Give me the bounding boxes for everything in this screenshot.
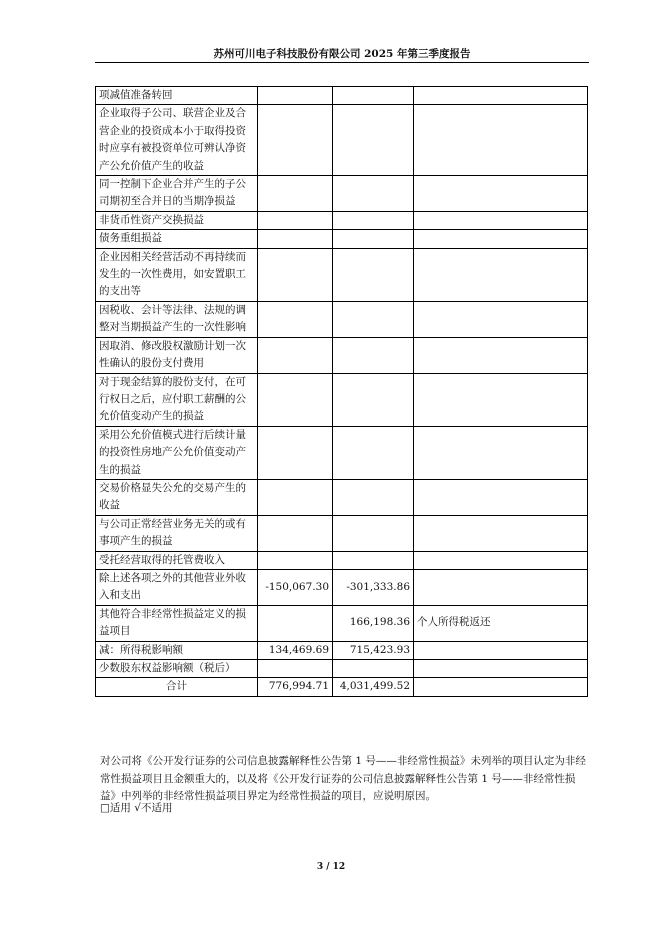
- amount-current-cell: [258, 230, 333, 248]
- item-name-cell: 因税收、会计等法律、法规的调整对当期损益产生的一次性影响: [96, 301, 258, 337]
- table-row: [96, 301, 588, 337]
- note-cell: [414, 87, 588, 105]
- table-row: [96, 551, 588, 569]
- item-name-cell: 项减值准备转回: [96, 87, 258, 105]
- note-cell: [414, 230, 588, 248]
- amount-ytd-cell: 715,423.93: [333, 641, 414, 659]
- table-row: [96, 569, 588, 605]
- amount-ytd-cell: [333, 230, 414, 248]
- note-cell: [414, 426, 588, 479]
- item-name-cell: 企业取得子公司、联营企业及合营企业的投资成本小于取得投资时应享有被投资单位可辨认净资产公允价值产生的收益: [96, 105, 258, 176]
- amount-current-cell: [258, 248, 333, 301]
- header-rule: [95, 62, 589, 63]
- amount-current-cell: -150,067.30: [258, 569, 333, 605]
- table-row: [96, 426, 588, 479]
- amount-ytd-cell: [333, 176, 414, 212]
- table-row: [96, 605, 588, 641]
- table-row: [96, 660, 588, 678]
- amount-ytd-cell: [333, 301, 414, 337]
- table-row: [96, 87, 588, 105]
- note-cell: [414, 641, 588, 659]
- table-row: [96, 641, 588, 659]
- amount-current-cell: 776,994.71: [258, 678, 333, 696]
- amount-current-cell: [258, 211, 333, 229]
- note-cell: [414, 373, 588, 426]
- amount-ytd-cell: 166,198.36: [333, 605, 414, 641]
- item-name-cell: 与公司正常经营业务无关的或有事项产生的损益: [96, 515, 258, 551]
- item-name-cell: 受托经营取得的托管费收入: [96, 551, 258, 569]
- item-name-cell: 少数股东权益影响额（税后）: [96, 660, 258, 678]
- item-name-cell: 同一控制下企业合并产生的子公司期初至合并日的当期净损益: [96, 176, 258, 212]
- amount-ytd-cell: [333, 211, 414, 229]
- note-cell: [414, 248, 588, 301]
- report-header-title: 苏州可川电子科技股份有限公司 2025 年第三季度报告: [213, 48, 471, 60]
- amount-ytd-cell: [333, 373, 414, 426]
- note-cell: [414, 479, 588, 515]
- amount-ytd-cell: [333, 660, 414, 678]
- item-name-cell: 交易价格显失公允的交易产生的收益: [96, 479, 258, 515]
- item-name-cell: 对于现金结算的股份支付，在可行权日之后，应付职工薪酬的公允价值变动产生的损益: [96, 373, 258, 426]
- item-name-cell: 减：所得税影响额: [96, 641, 258, 659]
- disclosure-note: 对公司将《公开发行证券的公司信息披露解释性公告第 1 号——非经常性损益》未列举的项目认定为非经常性损益项目且金额重大的，以及将《公开发行证券的公司信息披露解释性公告第 1 号——非经常性损益》中列举的非经常性损益项目界定为经常性损益的项目，应说明原因。: [100, 755, 586, 802]
- table-row: [96, 248, 588, 301]
- table-row: [96, 515, 588, 551]
- amount-current-cell: [258, 515, 333, 551]
- amount-current-cell: [258, 605, 333, 641]
- amount-current-cell: [258, 479, 333, 515]
- item-name-cell: 因取消、修改股权激励计划一次性确认的股份支付费用: [96, 337, 258, 373]
- note-cell: [414, 515, 588, 551]
- amount-ytd-cell: 4,031,499.52: [333, 678, 414, 696]
- table-row: [96, 678, 588, 696]
- table-row: [96, 373, 588, 426]
- amount-ytd-cell: [333, 479, 414, 515]
- item-name-cell: 采用公允价值模式进行后续计量的投资性房地产公允价值变动产生的损益: [96, 426, 258, 479]
- table-row: [96, 176, 588, 212]
- amount-current-cell: [258, 373, 333, 426]
- note-cell: [414, 301, 588, 337]
- amount-current-cell: [258, 176, 333, 212]
- amount-ytd-cell: [333, 515, 414, 551]
- table-row: [96, 337, 588, 373]
- amount-ytd-cell: [333, 426, 414, 479]
- amount-current-cell: [258, 660, 333, 678]
- table-row: [96, 479, 588, 515]
- table-body: [96, 87, 588, 697]
- item-name-cell: 其他符合非经常性损益定义的损益项目: [96, 605, 258, 641]
- amount-current-cell: [258, 87, 333, 105]
- item-name-cell: 除上述各项之外的其他营业外收入和支出: [96, 569, 258, 605]
- note-cell: [414, 176, 588, 212]
- note-cell: [414, 660, 588, 678]
- amount-current-cell: [258, 551, 333, 569]
- amount-current-cell: [258, 337, 333, 373]
- amount-ytd-cell: [333, 551, 414, 569]
- amount-current-cell: [258, 301, 333, 337]
- table-row: [96, 211, 588, 229]
- amount-ytd-cell: -301,333.86: [333, 569, 414, 605]
- amount-ytd-cell: [333, 337, 414, 373]
- item-name-cell: 合计: [96, 678, 258, 696]
- amount-ytd-cell: [333, 87, 414, 105]
- note-cell: [414, 569, 588, 605]
- note-cell: [414, 105, 588, 176]
- amount-current-cell: [258, 105, 333, 176]
- table-row: [96, 230, 588, 248]
- note-cell: 个人所得税返还: [414, 605, 588, 641]
- note-cell: [414, 337, 588, 373]
- applicability-options: □适用 √不适用: [100, 802, 173, 814]
- page-number: 3 / 12: [316, 862, 346, 872]
- amount-current-cell: [258, 426, 333, 479]
- item-name-cell: 债务重组损益: [96, 230, 258, 248]
- amount-ytd-cell: [333, 248, 414, 301]
- amount-ytd-cell: [333, 105, 414, 176]
- note-cell: [414, 211, 588, 229]
- item-name-cell: 非货币性资产交换损益: [96, 211, 258, 229]
- amount-current-cell: 134,469.69: [258, 641, 333, 659]
- note-cell: [414, 678, 588, 696]
- non-recurring-items-table: [95, 86, 588, 697]
- table-row: [96, 105, 588, 176]
- item-name-cell: 企业因相关经营活动不再持续而发生的一次性费用，如安置职工的支出等: [96, 248, 258, 301]
- note-cell: [414, 551, 588, 569]
